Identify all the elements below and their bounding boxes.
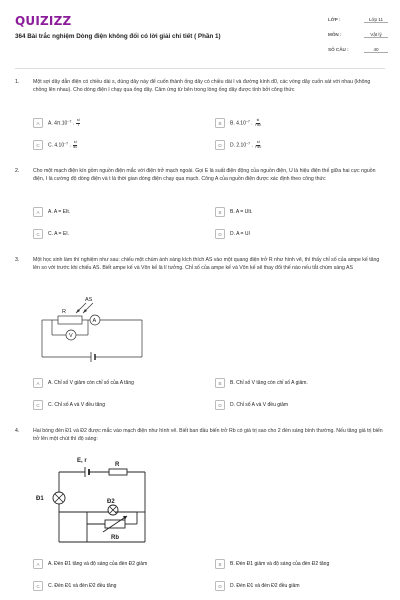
option-d[interactable] [215, 580, 385, 592]
option-label: D. $2.10^{-7}$ . $\frac{sI}{l\cdot d0}$ [230, 139, 262, 149]
photoresistor-circuit-diagram [38, 293, 148, 365]
worksheet-header [0, 0, 400, 62]
voltmeter-label: V [69, 333, 73, 339]
option-letter: B [215, 207, 225, 217]
option-label: A. Đèn Đ1 tăng và độ sáng của đèn Đ2 giảm [48, 561, 148, 567]
question-1 [15, 79, 390, 109]
option-letter: C [33, 229, 43, 239]
photoresistor [58, 316, 82, 324]
option-letter: D [215, 140, 225, 150]
option-letter: C [33, 140, 43, 150]
option-label: D. Đèn Đ1 và đèn Đ2 đều giảm [230, 583, 300, 589]
source-label: E, r [77, 458, 87, 464]
lamp-d2-label: Đ2 [107, 499, 115, 505]
count-value: 40 [364, 47, 388, 53]
option-letter: A [33, 559, 43, 569]
option-letter: B [215, 559, 225, 569]
question-text: Một sợi dây dẫn điện có chiều dài s, dùng dây này để cuốn thành ống dây có chiều dài l và đường kính d0, các vòng dây cuốn sát với nhau (không chồng lên nhau). Cho dòng điện I chạy qua ống dây. Cảm ứng từ bên trong lòng ống dây được tính bởi công thức [33, 79, 371, 93]
option-label: B. $4.10^{-7}$ . $\frac{sI}{l\cdot d0}$ [230, 117, 262, 127]
rheostat-label: Rb [111, 535, 119, 541]
worksheet-title: 364 Bài trắc nghiệm Dòng điện không đổi có lời giải chi tiết ( Phần 1) [15, 33, 221, 40]
question-number: 4. [15, 428, 20, 434]
option-label: B. Đèn Đ1 giảm và độ sáng của đèn Đ2 tăng [230, 561, 330, 567]
lamp-circuit-diagram [33, 452, 153, 548]
lamp-d1-label: Đ1 [36, 496, 44, 502]
option-letter: A [33, 118, 43, 128]
option-letter: C [33, 581, 43, 591]
class-value: Lớp 11 [364, 17, 388, 23]
option-b[interactable] [215, 558, 393, 570]
option-label: C. $4.10^{-7}$ . $\frac{sI}{d0}$ [48, 139, 78, 149]
option-label: B. A = UIt. [230, 209, 253, 215]
option-label: D. A = UI [230, 231, 250, 237]
option-a[interactable] [33, 117, 203, 129]
ammeter-label: A [92, 318, 97, 324]
option-a[interactable] [33, 377, 203, 389]
option-letter: C [33, 400, 43, 410]
option-c[interactable] [33, 399, 203, 411]
option-letter: A [33, 207, 43, 217]
option-letter: B [215, 118, 225, 128]
option-b[interactable] [215, 206, 385, 218]
option-label: A. $4\pi.10^{-7}$ . $\frac{sI}{l}$ [48, 117, 80, 127]
option-b[interactable] [215, 117, 385, 129]
option-letter: D [215, 400, 225, 410]
resistor-label: R [115, 462, 120, 468]
option-label: C. A = EI. [48, 231, 69, 237]
as-label: AS [85, 297, 93, 303]
option-c[interactable] [33, 580, 203, 592]
option-label: A. Chỉ số V giảm còn chỉ số của A tăng [48, 380, 134, 386]
question-2 [15, 168, 390, 198]
subject-label: MÔN : [328, 32, 342, 37]
resistor-r [109, 469, 127, 475]
option-label: C. Đèn Đ1 và đèn Đ2 đều tăng [48, 583, 117, 589]
subject-value: Vật lý [364, 32, 388, 38]
option-letter: A [33, 378, 43, 388]
question-text: Một học sinh làm thí nghiệm như sau: chiếu một chùm ánh sáng kích thích AS vào một quang điện trở R như hình vẽ, thì thấy chỉ số của ampe kế tăng lên so với trước khi chiếu AS. Biết ampe kế và Vôn kế là lí tưởng. Chỉ số của ampe kế và Vôn kế sẽ thay đổi thế nào nếu tắt chùm sáng AS [33, 257, 380, 271]
question-3 [15, 257, 390, 287]
header-divider [15, 68, 385, 69]
question-text: Hai bóng đèn Đ1 và Đ2 được mắc vào mạch điện như hình vẽ. Biết ban đầu biến trở Rb có giá trị sao cho 2 đèn sáng bình thường. Nếu tăng giá trị biến trở lên một chút thì độ sáng: [33, 428, 383, 442]
class-label: LỚP : [328, 17, 341, 22]
r-label: R [62, 309, 66, 315]
option-a[interactable] [33, 206, 203, 218]
question-number: 3. [15, 257, 20, 263]
option-c[interactable] [33, 228, 203, 240]
quizizz-logo: QUIZIZZ [15, 14, 72, 28]
option-b[interactable] [215, 377, 385, 389]
question-text: Cho một mạch điện kín gồm nguồn điện mắc với điện trở mạch ngoài. Gọi E là suất điện động của nguồn điện, U là hiệu điện thế giữa hai cực nguồn điện, I là cường độ dòng điện và t là thời gian dòng điện chạy qua mạch. Công A của nguồn điện được xác định theo công thức [33, 168, 376, 182]
option-label: D. Chỉ số A và V đều giảm [230, 402, 289, 408]
option-letter: B [215, 378, 225, 388]
option-letter: D [215, 581, 225, 591]
option-c[interactable] [33, 139, 203, 151]
question-4 [15, 428, 390, 450]
question-number: 2. [15, 168, 20, 174]
option-d[interactable] [215, 228, 385, 240]
option-d[interactable] [215, 399, 385, 411]
option-a[interactable] [33, 558, 211, 570]
option-label: C. Chỉ số A và V đều tăng [48, 402, 105, 408]
option-label: B. Chỉ số V tăng còn chỉ số A giảm. [230, 380, 308, 386]
rheostat-arrow [103, 516, 127, 532]
option-d[interactable] [215, 139, 385, 151]
count-label: SỐ CÂU : [328, 47, 349, 52]
question-number: 1. [15, 79, 20, 85]
option-label: A. A = EIt. [48, 209, 71, 215]
option-letter: D [215, 229, 225, 239]
